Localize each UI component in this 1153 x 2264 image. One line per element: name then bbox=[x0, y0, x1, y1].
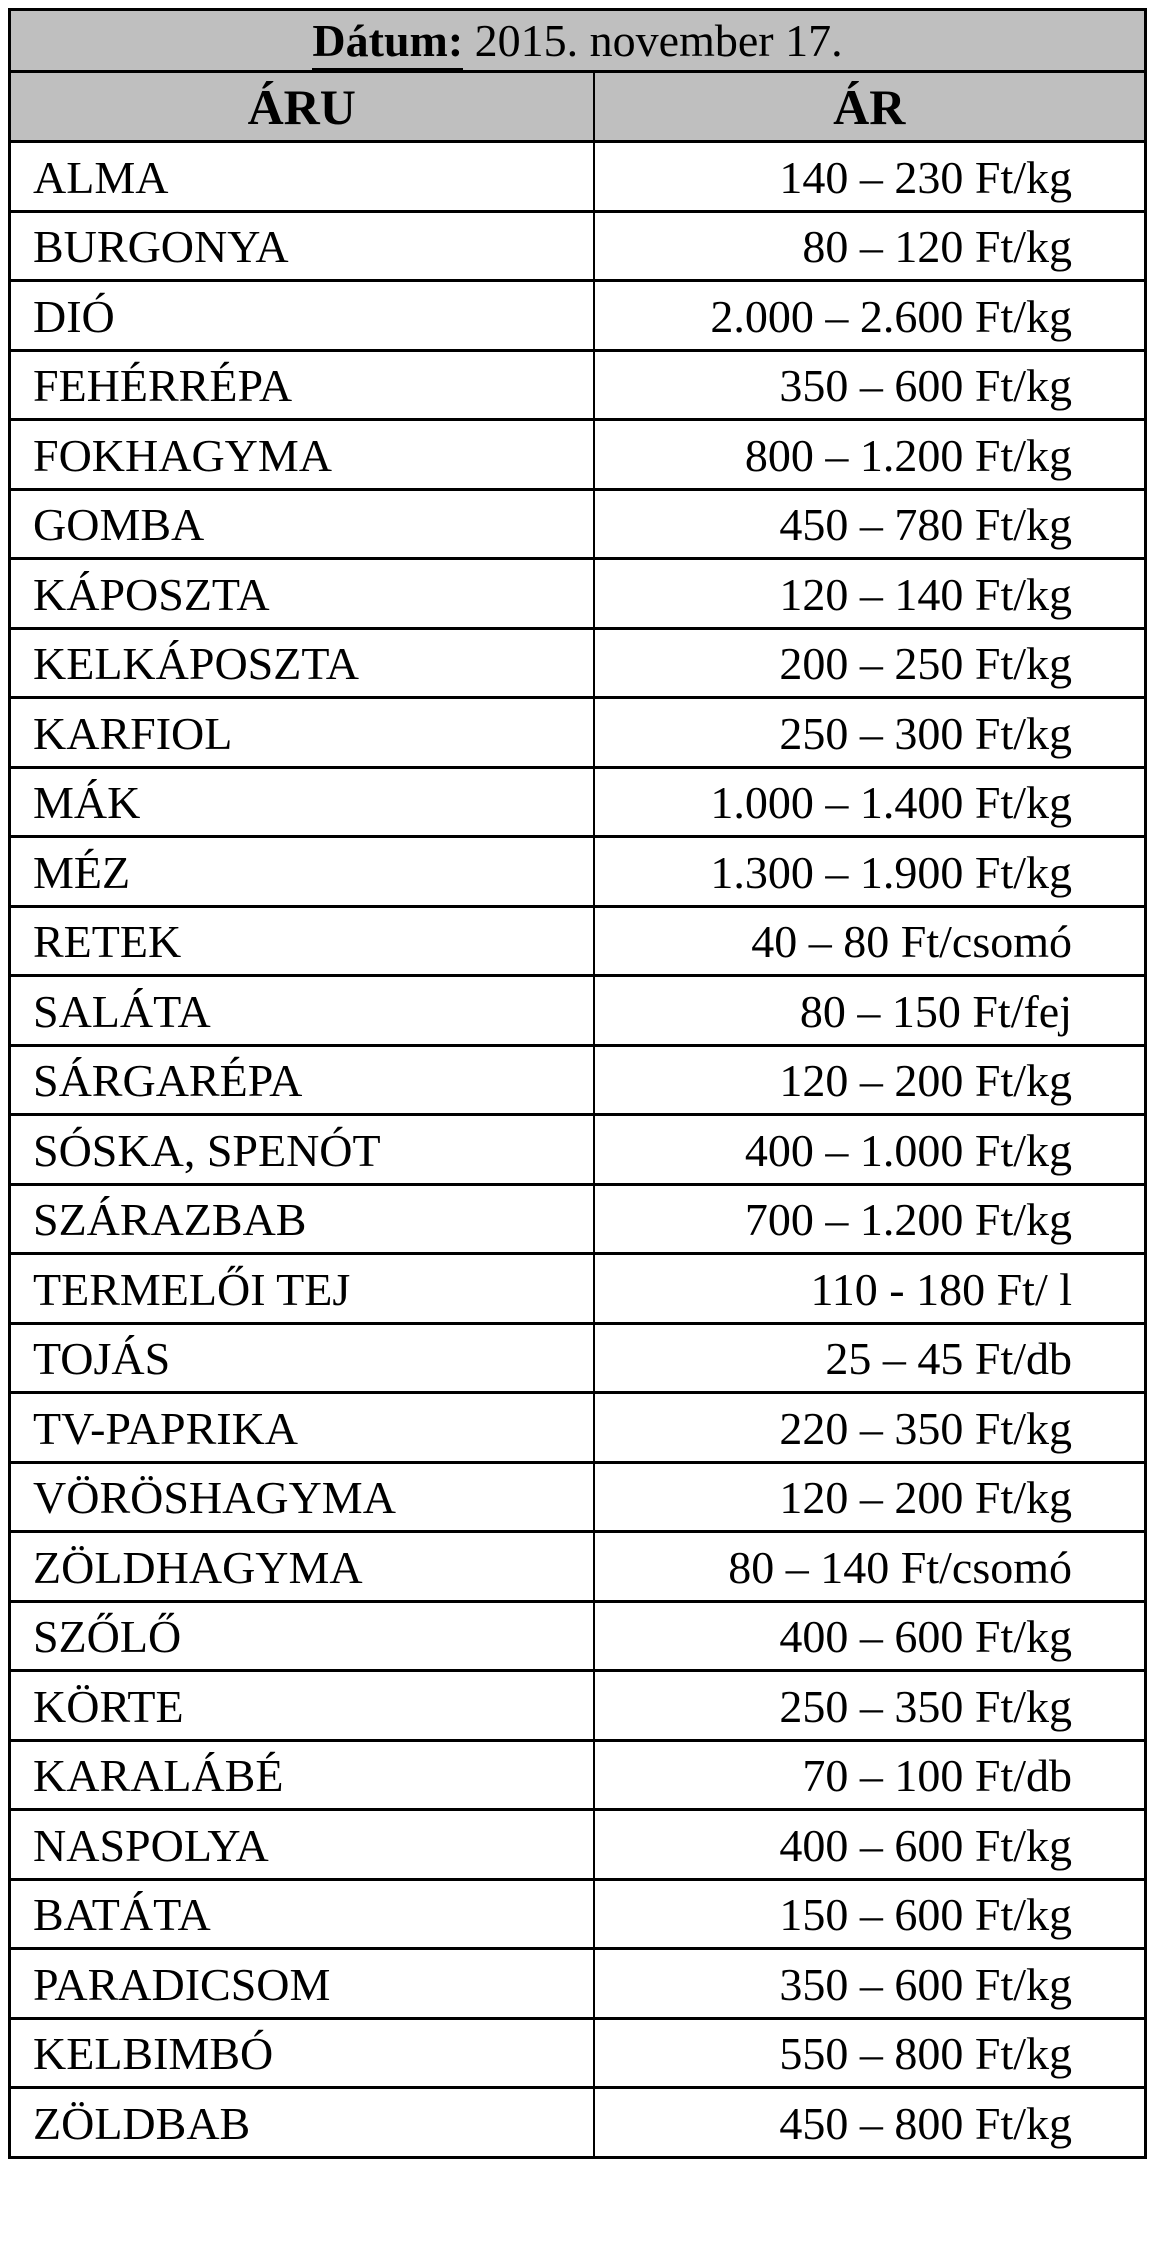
product-price: 450 – 800 Ft/kg bbox=[594, 2088, 1146, 2158]
product-price: 450 – 780 Ft/kg bbox=[594, 489, 1146, 559]
table-body bbox=[10, 142, 1146, 2158]
product-name: FEHÉRRÉPA bbox=[10, 350, 594, 420]
product-price: 140 – 230 Ft/kg bbox=[594, 142, 1146, 212]
table-row bbox=[10, 2018, 1146, 2088]
product-name: KELKÁPOSZTA bbox=[10, 628, 594, 698]
column-header-item: ÁRU bbox=[10, 72, 594, 142]
table-row bbox=[10, 1115, 1146, 1185]
product-price: 400 – 600 Ft/kg bbox=[594, 1601, 1146, 1671]
table-row bbox=[10, 1393, 1146, 1463]
product-name: SALÁTA bbox=[10, 976, 594, 1046]
product-price: 400 – 1.000 Ft/kg bbox=[594, 1115, 1146, 1185]
product-price: 200 – 250 Ft/kg bbox=[594, 628, 1146, 698]
table-row bbox=[10, 698, 1146, 768]
product-price: 400 – 600 Ft/kg bbox=[594, 1810, 1146, 1880]
table-row bbox=[10, 489, 1146, 559]
table-row bbox=[10, 1184, 1146, 1254]
table-row bbox=[10, 211, 1146, 281]
product-name: GOMBA bbox=[10, 489, 594, 559]
product-name: ZÖLDBAB bbox=[10, 2088, 594, 2158]
product-name: VÖRÖSHAGYMA bbox=[10, 1462, 594, 1532]
product-name: KÁPOSZTA bbox=[10, 559, 594, 629]
product-name: TOJÁS bbox=[10, 1323, 594, 1393]
product-price: 2.000 – 2.600 Ft/kg bbox=[594, 281, 1146, 351]
table-row bbox=[10, 2088, 1146, 2158]
table-row bbox=[10, 1949, 1146, 2019]
table-row bbox=[10, 1601, 1146, 1671]
product-name: KELBIMBÓ bbox=[10, 2018, 594, 2088]
product-price: 150 – 600 Ft/kg bbox=[594, 1879, 1146, 1949]
date-row bbox=[10, 10, 1146, 72]
product-price: 350 – 600 Ft/kg bbox=[594, 1949, 1146, 2019]
product-price: 1.000 – 1.400 Ft/kg bbox=[594, 767, 1146, 837]
table-row bbox=[10, 1879, 1146, 1949]
product-name: MÉZ bbox=[10, 837, 594, 907]
table-row bbox=[10, 420, 1146, 490]
product-name: KARFIOL bbox=[10, 698, 594, 768]
product-name: NASPOLYA bbox=[10, 1810, 594, 1880]
product-price: 120 – 140 Ft/kg bbox=[594, 559, 1146, 629]
product-price: 70 – 100 Ft/db bbox=[594, 1740, 1146, 1810]
product-price: 40 – 80 Ft/csomó bbox=[594, 906, 1146, 976]
price-table bbox=[8, 8, 1147, 2159]
table-row bbox=[10, 1462, 1146, 1532]
product-price: 250 – 300 Ft/kg bbox=[594, 698, 1146, 768]
product-name: ZÖLDHAGYMA bbox=[10, 1532, 594, 1602]
product-price: 120 – 200 Ft/kg bbox=[594, 1462, 1146, 1532]
product-name: DIÓ bbox=[10, 281, 594, 351]
product-name: ALMA bbox=[10, 142, 594, 212]
product-price: 550 – 800 Ft/kg bbox=[594, 2018, 1146, 2088]
column-header-price: ÁR bbox=[594, 72, 1146, 142]
table-row bbox=[10, 1671, 1146, 1741]
product-name: SÓSKA, SPENÓT bbox=[10, 1115, 594, 1185]
table-row bbox=[10, 767, 1146, 837]
product-price: 80 – 140 Ft/csomó bbox=[594, 1532, 1146, 1602]
table-row bbox=[10, 628, 1146, 698]
table-row bbox=[10, 976, 1146, 1046]
table-row bbox=[10, 142, 1146, 212]
product-price: 80 – 120 Ft/kg bbox=[594, 211, 1146, 281]
table-row bbox=[10, 1740, 1146, 1810]
product-price: 1.300 – 1.900 Ft/kg bbox=[594, 837, 1146, 907]
product-name: BATÁTA bbox=[10, 1879, 594, 1949]
column-header-row bbox=[10, 72, 1146, 142]
table-row bbox=[10, 1810, 1146, 1880]
table-header bbox=[10, 10, 1146, 142]
date-value: 2015. november 17. bbox=[474, 15, 843, 67]
product-price: 80 – 150 Ft/fej bbox=[594, 976, 1146, 1046]
product-name: SÁRGARÉPA bbox=[10, 1045, 594, 1115]
table-row bbox=[10, 906, 1146, 976]
product-price: 800 – 1.200 Ft/kg bbox=[594, 420, 1146, 490]
table-row bbox=[10, 350, 1146, 420]
product-name: RETEK bbox=[10, 906, 594, 976]
product-price: 700 – 1.200 Ft/kg bbox=[594, 1184, 1146, 1254]
table-row bbox=[10, 281, 1146, 351]
product-price: 250 – 350 Ft/kg bbox=[594, 1671, 1146, 1741]
table-row bbox=[10, 837, 1146, 907]
product-price: 350 – 600 Ft/kg bbox=[594, 350, 1146, 420]
product-name: TERMELŐI TEJ bbox=[10, 1254, 594, 1324]
date-label: Dátum: bbox=[312, 15, 463, 71]
table-row bbox=[10, 1045, 1146, 1115]
product-name: FOKHAGYMA bbox=[10, 420, 594, 490]
product-price: 25 – 45 Ft/db bbox=[594, 1323, 1146, 1393]
table-row bbox=[10, 1323, 1146, 1393]
product-name: SZÁRAZBAB bbox=[10, 1184, 594, 1254]
table-row bbox=[10, 1254, 1146, 1324]
product-name: TV-PAPRIKA bbox=[10, 1393, 594, 1463]
product-price: 120 – 200 Ft/kg bbox=[594, 1045, 1146, 1115]
table-row bbox=[10, 1532, 1146, 1602]
product-price: 110 - 180 Ft/ l bbox=[594, 1254, 1146, 1324]
product-name: PARADICSOM bbox=[10, 1949, 594, 2019]
product-name: KÖRTE bbox=[10, 1671, 594, 1741]
table-row bbox=[10, 559, 1146, 629]
product-price: 220 – 350 Ft/kg bbox=[594, 1393, 1146, 1463]
product-name: KARALÁBÉ bbox=[10, 1740, 594, 1810]
product-name: SZŐLŐ bbox=[10, 1601, 594, 1671]
date-header-cell bbox=[10, 10, 1146, 72]
product-name: BURGONYA bbox=[10, 211, 594, 281]
product-name: MÁK bbox=[10, 767, 594, 837]
